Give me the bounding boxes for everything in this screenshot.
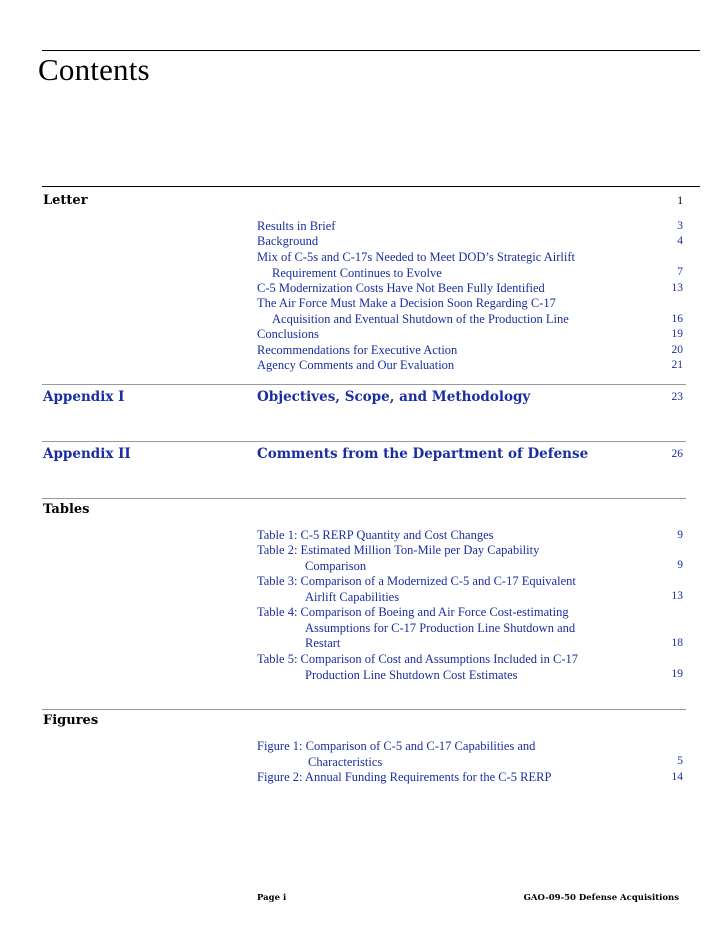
figure-entry-1[interactable] — [257, 739, 622, 770]
letter-rule — [42, 186, 700, 187]
toc-entry-text-cont: Requirement Continues to Evolve — [272, 265, 442, 280]
toc-entry-page[interactable]: 20 — [671, 344, 683, 356]
tables-heading: Tables — [43, 502, 90, 517]
toc-entry-text: Table 3: Comparison of a Modernized C-5 and C-17 Equivalent — [257, 574, 576, 588]
toc-entry-page[interactable]: 9 — [677, 529, 683, 541]
toc-entry-text: C-5 Modernization Costs Have Not Been Fully Identified — [257, 281, 545, 295]
toc-entry-decision[interactable] — [257, 296, 622, 327]
toc-entry-conclusions[interactable] — [257, 327, 622, 343]
figure-entry-2[interactable] — [257, 770, 622, 786]
appendix2-heading[interactable]: Appendix II — [43, 446, 131, 462]
toc-entry-text: Figure 1: Comparison of C-5 and C-17 Capabilities and — [257, 739, 536, 753]
tables-rule — [42, 498, 686, 499]
toc-entry-page[interactable]: 16 — [671, 313, 683, 325]
table-entry-5[interactable] — [257, 652, 622, 683]
toc-entry-text-cont: Comparison — [305, 558, 367, 573]
toc-entry-agency-comments[interactable] — [257, 358, 622, 374]
toc-entry-text: Table 5: Comparison of Cost and Assumptions Included in C-17 — [257, 652, 578, 666]
appendix2-rule — [42, 441, 686, 442]
toc-entry-text-cont: Assumptions for C-17 Production Line Shutdown and — [305, 620, 576, 635]
toc-entry-text-cont: Airlift Capabilities — [305, 589, 400, 604]
toc-entry-text: Table 4: Comparison of Boeing and Air Force Cost-estimating — [257, 605, 569, 619]
toc-entry-text: Agency Comments and Our Evaluation — [257, 358, 455, 372]
figures-heading: Figures — [43, 713, 99, 728]
appendix1-page[interactable]: 23 — [671, 391, 683, 403]
toc-entry-recommendations[interactable] — [257, 343, 622, 359]
table-entry-1[interactable] — [257, 528, 622, 544]
table-entry-3[interactable] — [257, 574, 622, 605]
toc-entry-text: Conclusions — [257, 327, 319, 341]
appendix1-rule — [42, 384, 686, 385]
toc-entry-text: Results in Brief — [257, 219, 336, 233]
toc-entry-text: Figure 2: Annual Funding Requirements for the C-5 RERP — [257, 770, 552, 784]
toc-entry-page[interactable]: 14 — [671, 771, 683, 783]
toc-entry-text-cont: Restart — [305, 636, 341, 651]
toc-entry-text-cont: Characteristics — [308, 754, 383, 769]
toc-entry-text: The Air Force Must Make a Decision Soon Regarding C-17 — [257, 296, 556, 310]
toc-entry-text: Table 2: Estimated Million Ton-Mile per Day Capability — [257, 543, 540, 557]
toc-entry-page[interactable]: 19 — [671, 328, 683, 340]
toc-entry-text: Table 1: C-5 RERP Quantity and Cost Changes — [257, 528, 494, 542]
appendix2-title[interactable]: Comments from the Department of Defense — [257, 446, 589, 462]
table-entry-4[interactable] — [257, 605, 622, 652]
appendix1-title[interactable]: Objectives, Scope, and Methodology — [257, 389, 531, 405]
toc-entry-text: Mix of C-5s and C-17s Needed to Meet DOD’s Strategic Airlift — [257, 250, 576, 264]
toc-entry-page[interactable]: 3 — [677, 220, 683, 232]
figures-rule — [42, 709, 686, 710]
toc-entry-page[interactable]: 21 — [671, 359, 683, 371]
toc-entry-page[interactable]: 9 — [677, 559, 683, 571]
toc-entry-background[interactable] — [257, 234, 622, 250]
toc-entry-text: Background — [257, 234, 319, 248]
toc-entry-page[interactable]: 13 — [671, 590, 683, 602]
toc-entry-page[interactable]: 5 — [677, 755, 683, 767]
footer-page-label: Page i — [257, 893, 287, 903]
page-title: Contents — [38, 52, 150, 87]
toc-entry-mix[interactable] — [257, 250, 622, 281]
footer-doc-label: GAO-09-50 Defense Acquisitions — [523, 893, 679, 903]
appendix1-heading[interactable]: Appendix I — [43, 389, 125, 405]
table-entry-2[interactable] — [257, 543, 622, 574]
toc-entry-results[interactable] — [257, 219, 622, 235]
toc-entry-page[interactable]: 13 — [671, 282, 683, 294]
top-rule — [42, 50, 700, 51]
toc-entry-page[interactable]: 18 — [671, 637, 683, 649]
letter-heading: Letter — [43, 193, 88, 208]
toc-entry-page[interactable]: 19 — [671, 668, 683, 680]
toc-entry-text-cont: Acquisition and Eventual Shutdown of the Production Line — [272, 311, 569, 326]
letter-page: 1 — [677, 195, 683, 207]
toc-entry-page[interactable]: 4 — [677, 235, 683, 247]
toc-entry-text: Recommendations for Executive Action — [257, 343, 458, 357]
toc-entry-page[interactable]: 7 — [677, 266, 683, 278]
appendix2-page[interactable]: 26 — [671, 448, 683, 460]
toc-entry-modernization[interactable] — [257, 281, 622, 297]
toc-entry-text-cont: Production Line Shutdown Cost Estimates — [305, 667, 518, 682]
